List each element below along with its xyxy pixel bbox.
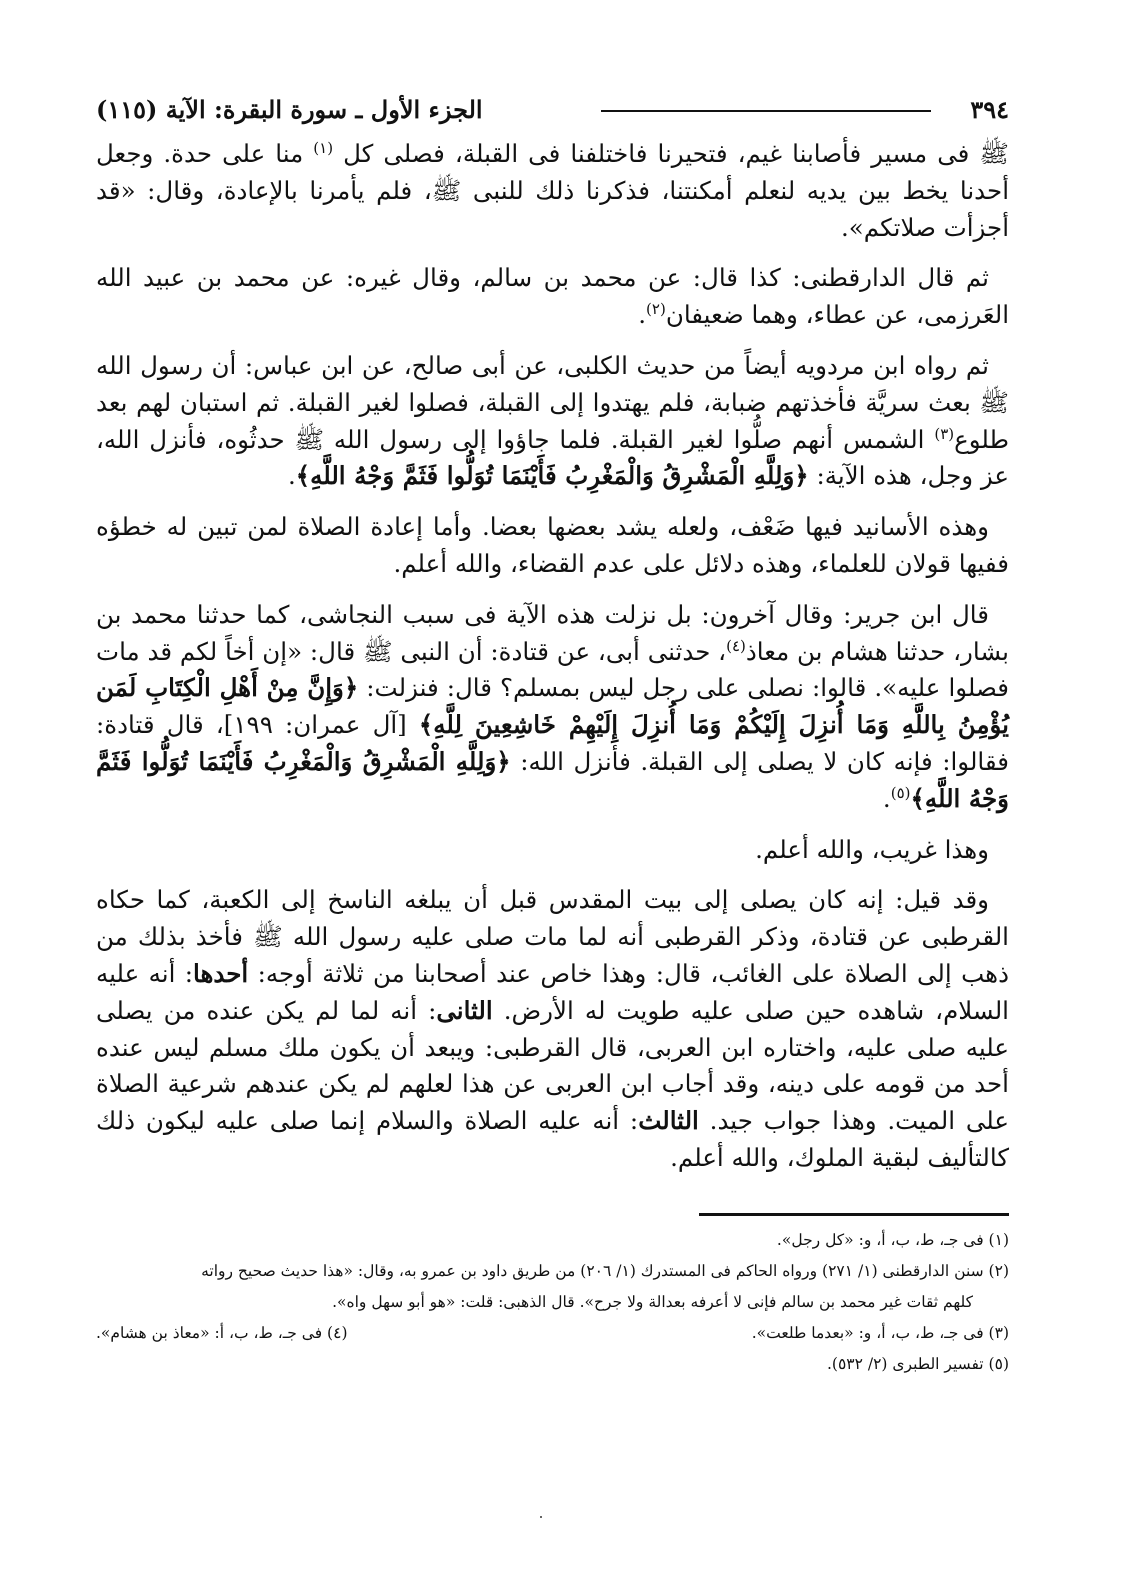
text-segment: . — [638, 300, 647, 330]
footnote-marker: (٢) — [646, 300, 666, 319]
footnote-row-3-4 — [96, 1319, 1009, 1348]
bold-term: أحدها — [193, 958, 249, 988]
footnote-marker: (٣) — [934, 424, 955, 443]
text-segment: [آل عمران: ١٩٩]، قال قتادة: فقالوا: فإنه كان لا يصلى إلى القبلة. فأنزل الله: — [96, 710, 1009, 776]
paragraph-1 — [96, 136, 1009, 246]
footnotes — [96, 1226, 1009, 1379]
footnote-3: (٣) فى جـ، ط، ب، أ، و: «بعدما طلعت». — [751, 1323, 1009, 1342]
paragraph-6 — [96, 832, 1009, 869]
footnote-2: (٢) سنن الدارقطنى (١/ ٢٧١) ورواه الحاكم فى المستدرك (١/ ٢٠٦) من طريق داود بن عمرو به، وقال: «هذا حديث صحيح رواته — [201, 1261, 1009, 1280]
quran-verse: ﴿وَإِنَّ مِنْ أَهْلِ الْكِتَابِ لَمَن يُؤْمِنُ بِاللَّهِ وَمَا أُنزِلَ إِلَيْكُمْ وَمَا أُنزِلَ إِلَيْهِمْ خَاشِعِينَ لِلَّهِ﴾ — [96, 673, 1009, 740]
footnote-marker: (٤) — [726, 636, 746, 655]
footnote-4: (٤) فى جـ، ط، ب، أ: «معاذ بن هشام». — [96, 1323, 348, 1342]
text-segment: قال ابن جرير: وقال آخرون: بل نزلت هذه الآية فى سبب النجاشى، كما حدثنا محمد بن بشار، حدثنا هشام بن معاذ — [96, 599, 1009, 666]
page-header — [96, 92, 1009, 128]
scan-dot — [540, 1516, 542, 1518]
footnote-5: (٥) تفسير الطبرى (٢/ ٥٣٢). — [826, 1354, 1009, 1373]
text-segment: ، حدثنى أبى، عن قتادة: أن النبى ﷺ قال: «إن أخاً لكم قد مات فصلوا عليه». قالوا: نصلى على رجل ليس بمسلم؟ قال: فنزلت: — [96, 636, 1009, 703]
text-segment: ثم قال الدارقطنى: كذا قال: عن محمد بن سالم، وقال غيره: عن محمد بن عبيد الله العَرزمى، عن عطاء، وهما ضعيفان — [96, 263, 1009, 330]
text-segment: : أنه عليه السلام، شاهده حين صلى عليه طويت له الأرض. — [96, 958, 1009, 1025]
paragraph-3 — [96, 348, 1009, 495]
text-segment: الشمس أنهم صلُّوا لغير القبلة. فلما جاؤوا إلى رسول الله ﷺ حدثُوه، فأنزل الله، عز وجل، هذه الآية: — [96, 424, 1009, 491]
footnote-rule — [699, 1213, 1009, 1216]
text-segment: ﷺ فى مسير فأصابنا غيم، فتحيرنا فاختلفنا فى القبلة، فصلى كل — [333, 139, 1009, 168]
text-segment: وقد قيل: إنه كان يصلى إلى بيت المقدس قبل أن يبلغه الناسخ إلى الكعبة، كما حكاه القرطبى عن قتادة، وذكر القرطبى أنه لما مات صلى عليه رسول الله ﷺ فأخذ بذلك من ذهب إلى الصلاة على الغائب، قال: وهذا خاص عند أصحابنا من ثلاثة أوجه: — [96, 885, 1009, 988]
footnote-marker: (٥) — [890, 783, 911, 802]
text-segment: . — [882, 783, 891, 813]
paragraph-2 — [96, 260, 1009, 334]
text-segment: ثم رواه ابن مردويه أيضاً من حديث الكلبى، عن أبى صالح، عن ابن عباس: أن رسول الله ﷺ بعث سريَّة فأخذتهم ضبابة، فلم يهتدوا إلى القبلة، فصلوا لغير القبلة. ثم استبان لهم بعد طلوع — [96, 350, 1009, 454]
text-segment: وهذا غريب، والله أعلم. — [755, 834, 989, 864]
header-rule — [601, 110, 931, 112]
quran-verse: ﴿وَلِلَّهِ الْمَشْرِقُ وَالْمَغْرِبُ فَأَيْنَمَا تُوَلُّوا فَثَمَّ وَجْهُ اللَّهِ﴾ — [295, 461, 809, 491]
running-title: الجزء الأول ـ سورة البقرة: الآية (١١٥) — [96, 92, 491, 128]
footnote-marker: (١) — [313, 139, 334, 157]
paragraph-7 — [96, 882, 1009, 1176]
text-segment: منا على حدة. وجعل أحدنا يخط بين يديه لنعلم أمكنتنا، فذكرنا ذلك للنبى ﷺ، فلم يأمرنا بالإعادة، وقال: «قد أجزأت صلاتكم». — [96, 139, 1009, 242]
paragraph-4 — [96, 509, 1009, 583]
bold-term: الثانى — [436, 995, 493, 1025]
page-number: ٣٩٤ — [962, 92, 1009, 128]
bold-term: الثالث — [638, 1106, 699, 1136]
footnote-2-continuation: كلهم ثقات غير محمد بن سالم فإنى لا أعرفه بعدالة ولا جرح». قال الذهبى: قلت: «هو أبو سهل واه». — [332, 1292, 973, 1311]
paragraph-5 — [96, 597, 1009, 818]
main-text — [96, 136, 1009, 1177]
footnote-1: (١) فى جـ، ط، ب، أ، و: «كل رجل». — [776, 1230, 1009, 1249]
text-segment: : أنه لما لم يكن عنده من يصلى عليه صلى عليه، واختاره ابن العربى، قال القرطبى: ويبعد أن يكون ملك مسلم ليس عنده أحد من قومه على دينه، وقد أجاب ابن العربى عن هذا لعلهم لم يكن عندهم شرعية الصلاة على الميت. وهذا جواب جيد. — [96, 995, 1009, 1136]
text-segment: وهذه الأسانيد فيها ضَعْف، ولعله يشد بعضها بعضا. وأما إعادة الصلاة لمن تبين له خطؤه ففيها قولان للعلماء، وهذه دلائل على عدم القضاء، والله أعلم. — [96, 512, 1009, 578]
text-segment: : أنه عليه الصلاة والسلام إنما صلى عليه ليكون ذلك كالتأليف لبقية الملوك، والله أعلم. — [96, 1106, 1009, 1172]
quran-verse: ﴿وَلِلَّهِ الْمَشْرِقُ وَالْمَغْرِبُ فَأَيْنَمَا تُوَلُّوا فَثَمَّ وَجْهُ اللَّهِ﴾ — [96, 746, 1009, 813]
text-segment: . — [287, 461, 296, 491]
